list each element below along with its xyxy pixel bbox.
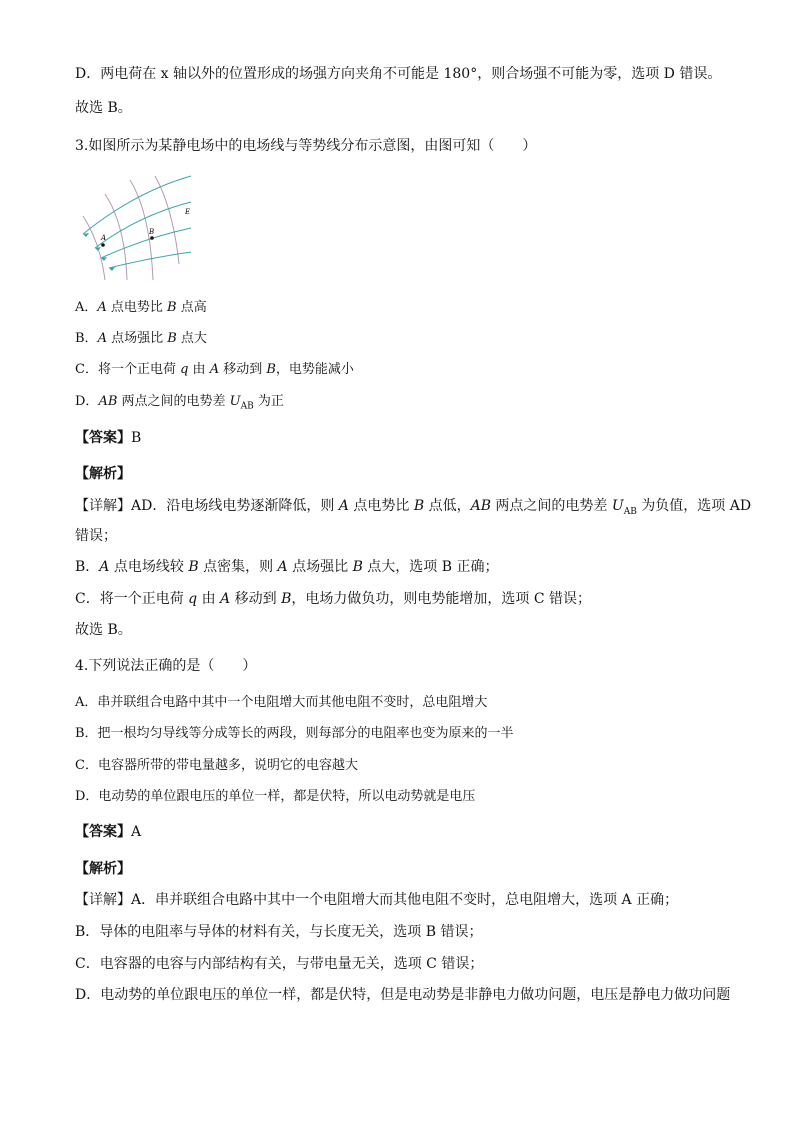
equipotential-line-2 [105, 194, 127, 280]
q4-detail-line-1: 【详解】A．串并联组合电路中其中一个电阻增大而其他电阻不变时，总电阻增大，选项 A 正确； [75, 892, 679, 908]
prev-conclusion: 故选 B。 [75, 100, 132, 116]
q4-answer: 【答案】A [75, 824, 142, 840]
question-4-stem: 4.下列说法正确的是（ ） [75, 658, 257, 674]
q3-detail-line-1: 【详解】AD．沿电场线电势逐渐降低，则 A 点电势比 B 点低，AB 两点之间的电势差 $U_{AB}$ 为负值，选项 AD [75, 498, 752, 517]
field-line-1 [83, 176, 191, 234]
q3-analysis-label: 【解析】 [75, 466, 131, 482]
q3-detail-line-2: 错误； [75, 528, 117, 544]
q3-option-d: D．AB 两点之间的电势差 $U_{AB}$ 为正 [75, 394, 284, 412]
label-e: E [185, 208, 191, 216]
q3-detail-line-5: 故选 B。 [75, 622, 132, 638]
point-a [101, 243, 105, 247]
q4-option-c: C．电容器所带的带电量越多，说明它的电容越大 [75, 758, 358, 773]
q4-detail-line-3: C．电容器的电容与内部结构有关，与带电量无关，选项 C 错误； [75, 956, 484, 972]
label-a: A [101, 234, 107, 242]
q3-detail-line-4: C．将一个正电荷 q 由 A 移动到 B，电场力做负功，则电势能增加，选项 C 错误； [75, 591, 591, 607]
q4-option-d: D．电动势的单位跟电压的单位一样，都是伏特，所以电动势就是电压 [75, 789, 476, 804]
equipotential-line-4 [155, 176, 179, 264]
q4-option-a: A．串并联组合电路中其中一个电阻增大而其他电阻不变时，总电阻增大 [75, 695, 488, 710]
q3-detail-line-3: B．A 点电场线较 B 点密集，则 A 点场强比 B 点大，选项 B 正确； [75, 559, 499, 575]
q3-option-c: C．将一个正电荷 q 由 A 移动到 B，电势能减小 [75, 362, 354, 377]
q3-option-a: A．A 点电势比 B 点高 [75, 300, 207, 315]
q4-detail-line-2: B．导体的电阻率与导体的材料有关，与长度无关，选项 B 错误； [75, 924, 483, 940]
question-3-stem: 3.如图所示为某静电场中的电场线与等势线分布示意图，由图可知（ ） [75, 138, 537, 154]
label-b: B [149, 228, 155, 236]
prev-option-d: D．两电荷在 x 轴以外的位置形成的场强方向夹角不可能是 180°，则合场强不可能为零，选项 D 错误。 [75, 66, 722, 82]
q3-answer: 【答案】B [75, 430, 142, 446]
field-line-diagram [75, 172, 195, 284]
q4-detail-line-4: D．电动势的单位跟电压的单位一样，都是伏特，但是电动势是非静电力做功问题，电压是静电力做功问题 [75, 987, 731, 1003]
q3-option-b: B．A 点场强比 B 点大 [75, 331, 207, 346]
point-b [150, 236, 154, 240]
q4-analysis-label: 【解析】 [75, 861, 131, 877]
q4-option-b: B．把一根均匀导线等分成等长的两段，则每部分的电阻率也变为原来的一半 [75, 726, 514, 741]
